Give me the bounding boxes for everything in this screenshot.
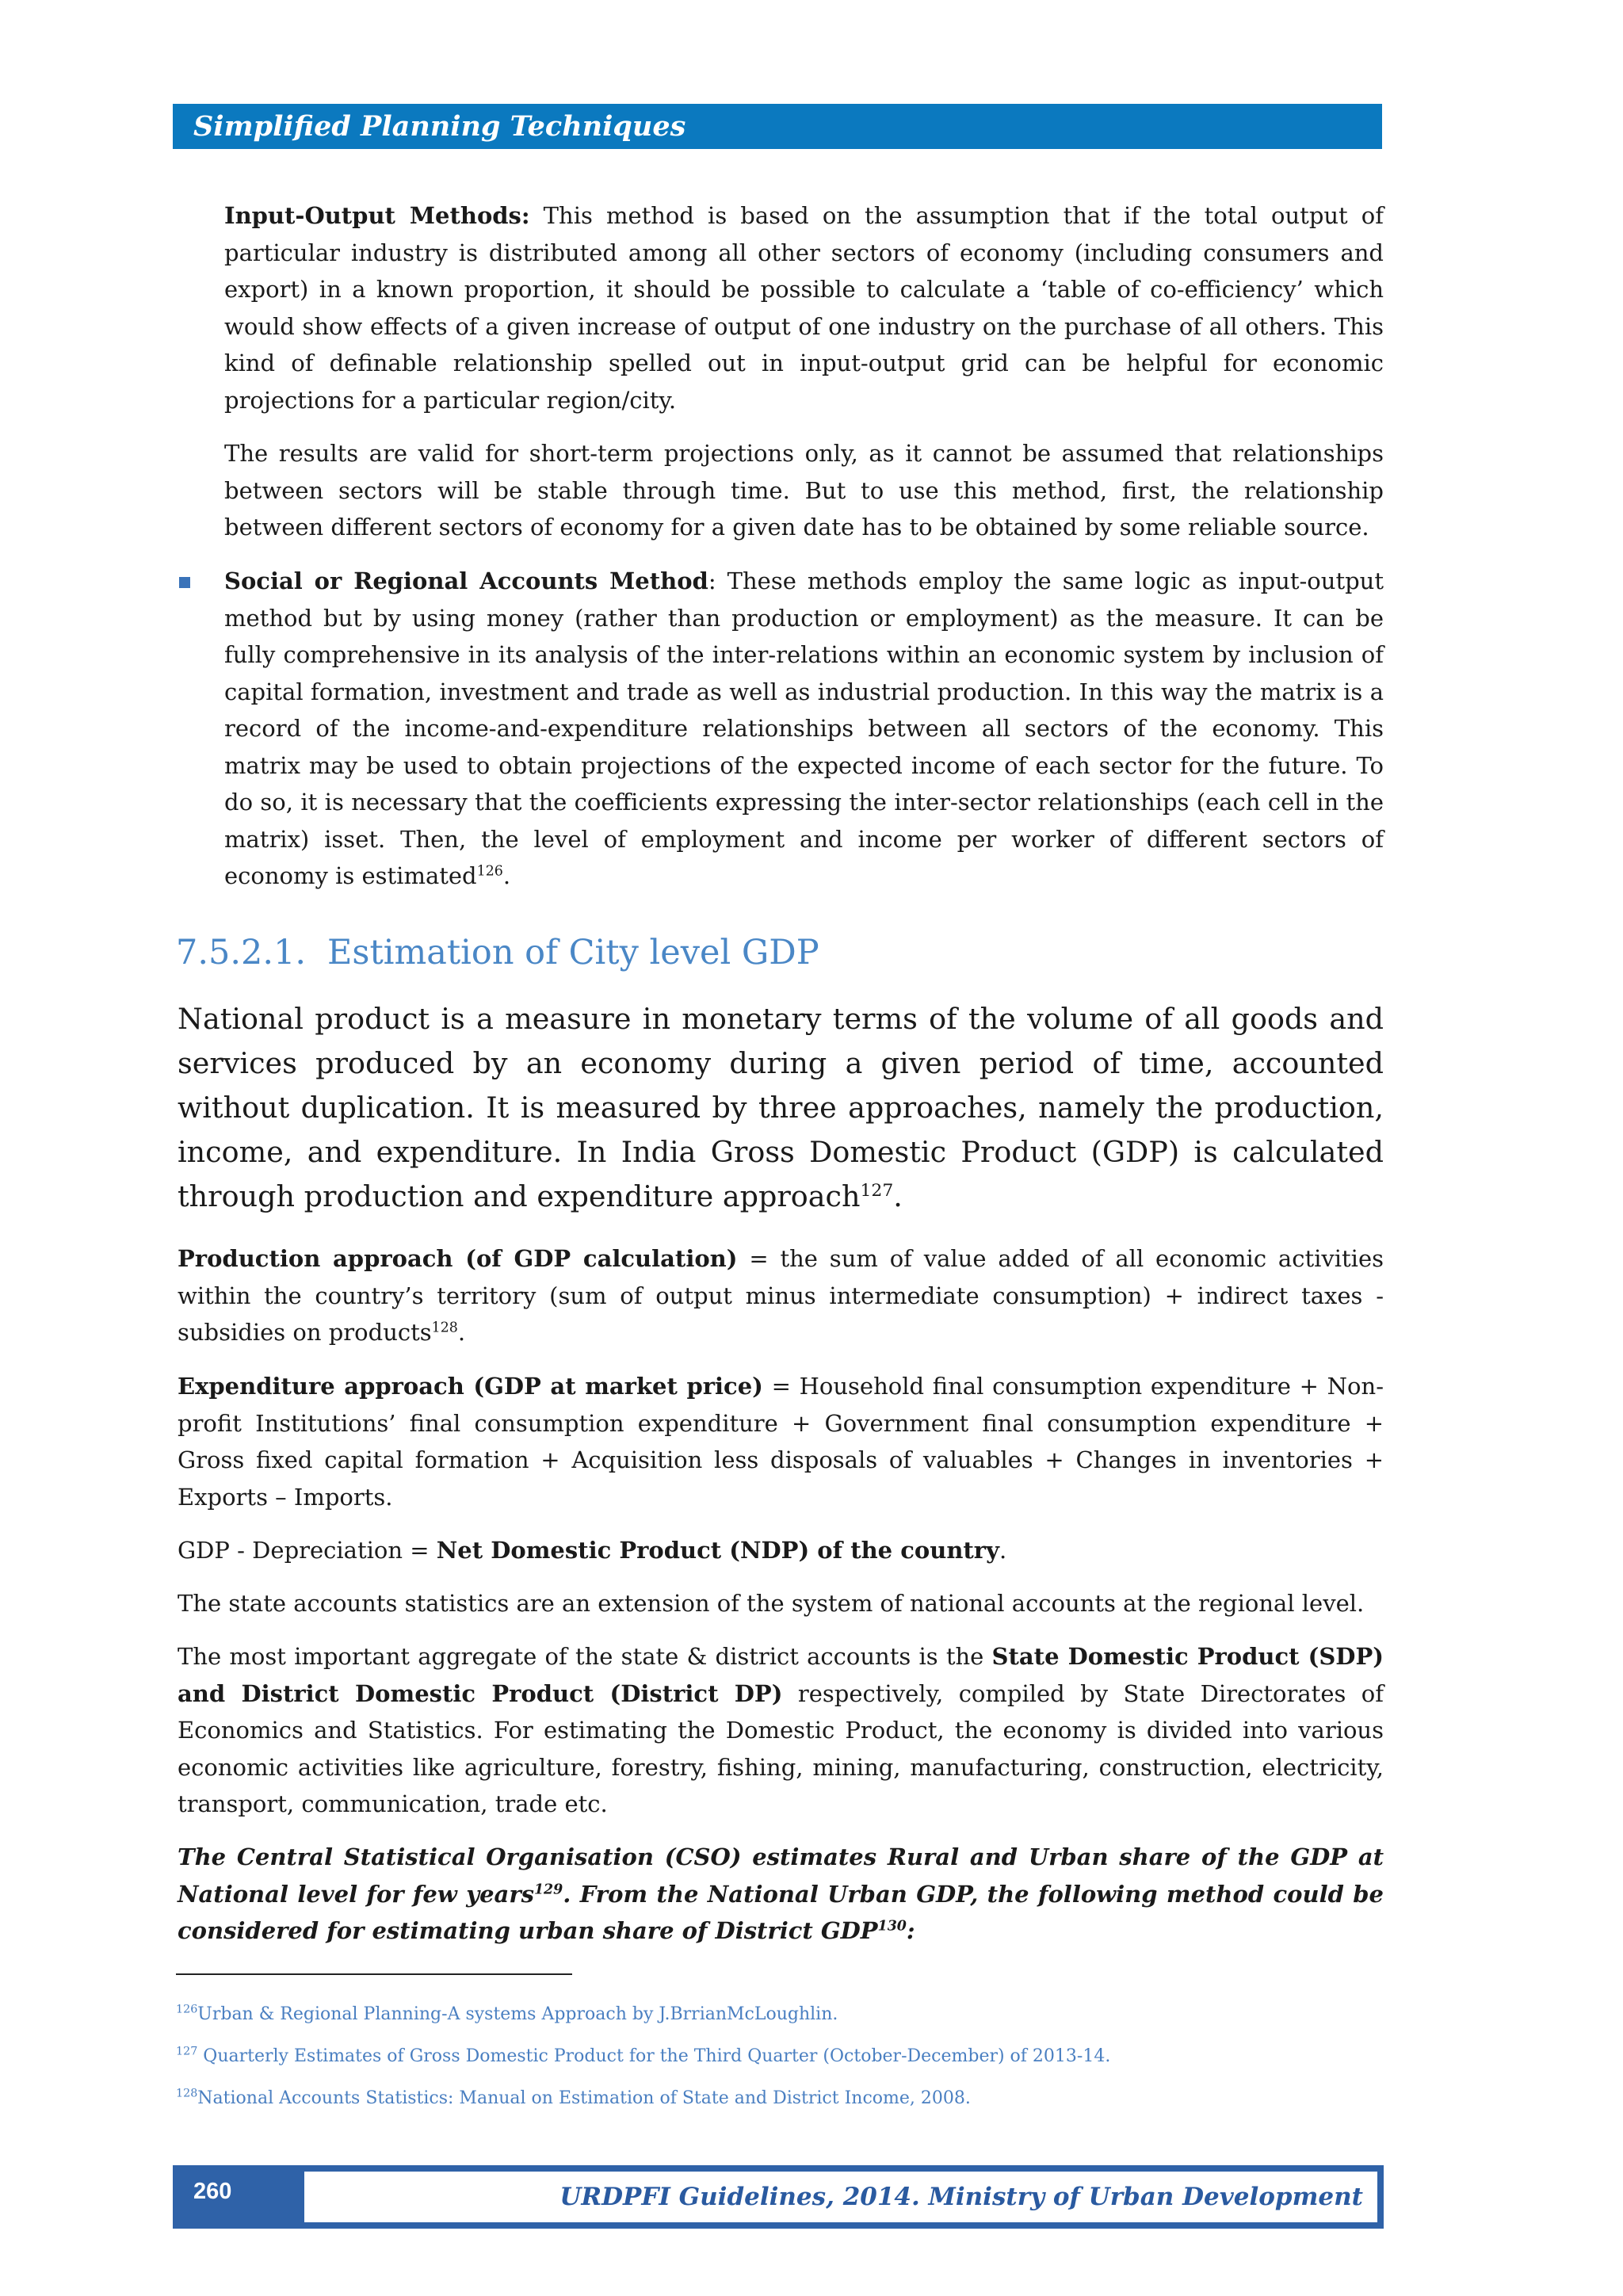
input-output-label: Input-Output Methods:	[224, 202, 530, 229]
footnote-ref-130: 130	[877, 1918, 907, 1935]
production-approach-label: Production approach (of GDP calculation)	[178, 1245, 738, 1272]
cso-end: :	[906, 1917, 915, 1944]
cso-text-1: The Central Statistical Organisation (CSO) estimates Rural and Urban share of the GDP at National level for few years	[178, 1843, 1384, 1908]
section-title: Estimation of City level GDP	[327, 933, 819, 972]
footnote-128-number: 128	[176, 2087, 198, 2100]
sdp-prefix: The most important aggregate of the state & district accounts is the	[178, 1643, 992, 1670]
input-output-text: This method is based on the assumption that if the total output of particular industry is distributed among all other sectors of economy (including consumers and export) in a known proportion, it should be possible to calculate a ‘table of co-efficiency’ which would show effects of a given increase of output of one industry on the purchase of all others. This kind of definable relationship spelled out in input-output grid can be helpful for economic projections for a particular region/city.	[224, 202, 1384, 414]
state-accounts-paragraph: The state accounts statistics are an extension of the system of national accounts at the regional level.	[178, 1590, 1365, 1617]
footnote-126-text: Urban & Regional Planning-A systems Approach by J.BrrianMcLoughlin.	[197, 2004, 838, 2024]
page-number: 260	[193, 2179, 232, 2204]
footer-source-box	[304, 2172, 1377, 2222]
sdp-label: State Domestic Product (SDP) and District Domestic Product (District DP)	[178, 1643, 1384, 1707]
footnote-127	[176, 2045, 1110, 2069]
production-approach-end: .	[457, 1319, 466, 1346]
header-banner	[173, 104, 1382, 149]
input-output-paragraph	[224, 197, 1384, 418]
social-accounts-text: : These methods employ the same logic as input-output method but by using money (rather than production or employment) as the measure. It can be fully comprehensive in its analysis of the inter-relations within an economic system by inclusion of capital formation, investment and trade as well as industrial production. In this way the matrix is a record of the income-and-expenditure relationships between all sectors of the economy. This matrix may be used to obtain projections of the expected income of each sector for the future. To do so, it is necessary that the coefficients expressing the inter-sector relationships (each cell in the matrix) isset. Then, the level of employment and income per worker of different sectors of economy is estimated	[224, 567, 1384, 889]
section-heading	[176, 929, 819, 976]
footnote-ref-127: 127	[860, 1180, 894, 1201]
page-footer	[173, 2165, 1384, 2229]
footnote-ref-128: 128	[431, 1320, 458, 1336]
production-approach-text: = the sum of value added of all economic activities within the country’s territory (sum of output minus intermediate consumption) + indirect taxes - subsidies on products	[178, 1245, 1384, 1346]
ndp-end: .	[999, 1537, 1007, 1564]
ndp-paragraph	[178, 1532, 1384, 1569]
social-accounts-paragraph	[224, 563, 1384, 895]
sdp-paragraph	[178, 1638, 1384, 1823]
header-title: Simplified Planning Techniques	[193, 110, 686, 143]
input-output-paragraph-2: The results are valid for short-term projections only, as it cannot be assumed that relationships between sectors will be stable through time. But to use this method, first, the relationship between different sectors of economy for a given date has to be obtained by some reliable source.	[224, 440, 1384, 541]
expenditure-approach-text: = Household final consumption expenditure + Non-profit Institutions’ final consumption expenditure + Government final consumption expenditure + Gross fixed capital formation + Acquisition less disposals of valuables + Changes in inventories + Exports – Imports.	[178, 1373, 1384, 1511]
sdp-text: respectively, compiled by State Directorates of Economics and Statistics. For estimating the Domestic Product, the economy is divided into various economic activities like agriculture, forestry, fishing, mining, manufacturing, construction, electricity, transport, communication, trade etc.	[178, 1679, 1384, 1817]
footnote-126-number: 126	[176, 2003, 198, 2016]
cso-paragraph	[178, 1839, 1384, 1950]
section-number: 7.5.2.1.	[176, 933, 307, 972]
footnote-ref-129: 129	[533, 1881, 563, 1897]
social-accounts-label: Social or Regional Accounts Method	[224, 567, 708, 594]
footnote-127-number: 127	[176, 2045, 198, 2058]
footnote-126	[176, 2003, 838, 2027]
ndp-prefix: GDP - Depreciation =	[178, 1537, 437, 1564]
footnote-128	[176, 2087, 971, 2111]
footnote-128-text: National Accounts Statistics: Manual on Estimation of State and District Income, 2008.	[197, 2088, 971, 2108]
expenditure-approach-paragraph	[178, 1368, 1384, 1515]
footer-source: URDPFI Guidelines, 2014. Ministry of Urban Development	[559, 2183, 1363, 2211]
national-product-text: National product is a measure in monetary terms of the volume of all goods and services produced by an economy during a given period of time, accounted without duplication. It is measured by three approaches, namely the production, income, and expenditure. In India Gross Domestic Product (GDP) is calculated through production and expenditure approach	[178, 1002, 1384, 1213]
footnote-separator	[176, 1973, 572, 1975]
social-accounts-end: .	[502, 862, 511, 889]
footnote-127-text: Quarterly Estimates of Gross Domestic Product for the Third Quarter (October-December) of 2013-14.	[197, 2046, 1111, 2066]
expenditure-approach-label: Expenditure approach (GDP at market price)	[178, 1373, 763, 1400]
bullet-square-icon	[179, 577, 190, 588]
national-product-paragraph	[178, 997, 1384, 1219]
national-product-end: .	[893, 1179, 903, 1213]
ndp-label: Net Domestic Product (NDP) of the country	[436, 1537, 999, 1564]
production-approach-paragraph	[178, 1240, 1384, 1351]
cso-text-2: . From the National Urban GDP, the following method could be considered for estimating urban share of District GDP	[178, 1880, 1384, 1944]
footnote-ref-126: 126	[476, 863, 503, 880]
